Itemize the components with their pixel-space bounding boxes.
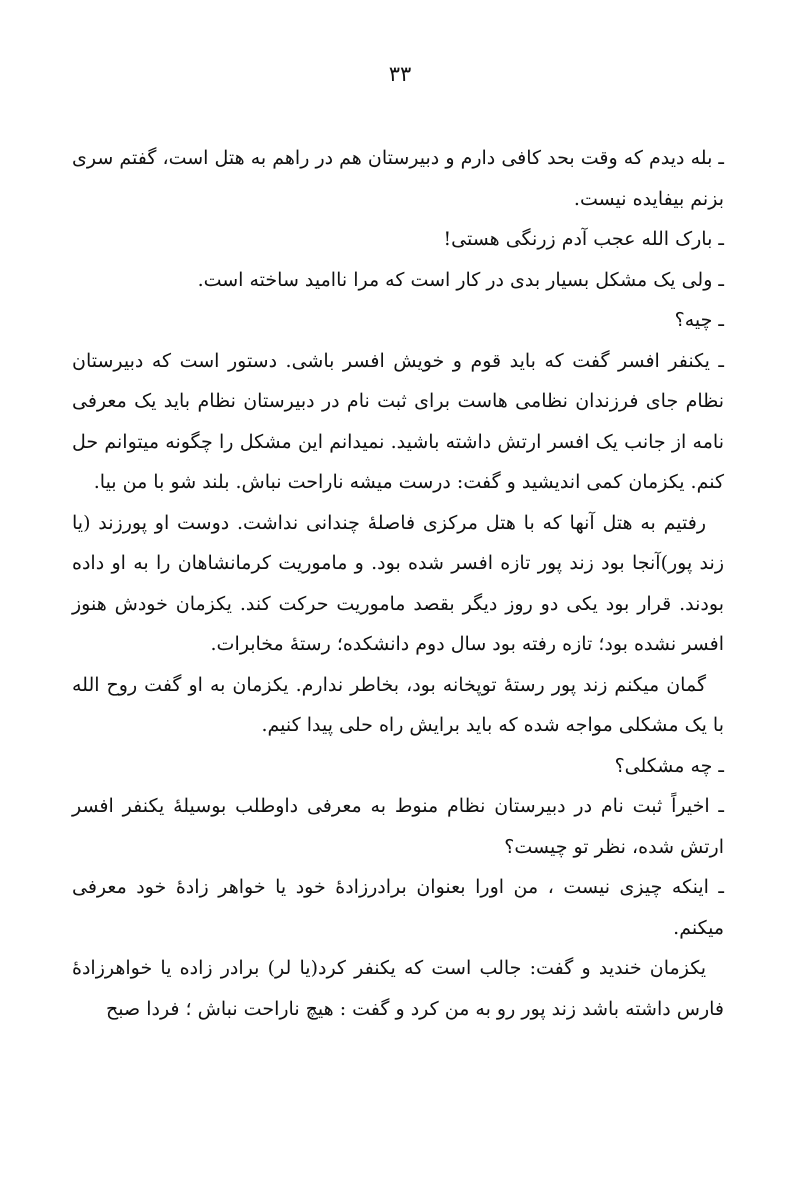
page-number: ۳۳	[388, 62, 412, 86]
dialogue-line: ـ یکنفر افسر گفت که باید قوم و خویش افسر باشی. دستور است که دبیرستان نظام جای فرزندان نظامی هاست برای ثبت نام در دبیرستان نظام باید یک معرفی نامه از جانب یک افسر ارتش داشته باشید. نمیدانم این مشکل را چگونه میتوانم حل کنم. یکزمان کمی اندیشید و گفت: درست میشه ناراحت نباش. بلند شو با من بیا.	[72, 349, 724, 493]
dialogue-line: ـ چیه؟	[674, 309, 724, 331]
dialogue-line: ـ اخیراً ثبت نام در دبیرستان نظام منوط به معرفی داوطلب بوسیلهٔ یکنفر افسر ارتش شده، نظر تو چیست؟	[72, 795, 724, 858]
narrative-paragraph: گمان میکنم زند پور رستهٔ توپخانه بود، بخاطر ندارم. یکزمان به او گفت روح الله با یک مشکلی مواجه شده که باید برایش راه حلی پیدا کنیم.	[72, 673, 724, 736]
page-body-text	[72, 138, 724, 1029]
dialogue-line: ـ چه مشکلی؟	[614, 754, 724, 777]
narrative-paragraph: یکزمان خندید و گفت: جالب است که یکنفر کرد(یا لر) برادر زاده یا خواهرزادهٔ فارس داشته باشد زند پور رو به من کرد و گفت : هیچ ناراحت نباش ؛ فردا صبح	[72, 957, 724, 1020]
dialogue-line: ـ بارک الله عجب آدم زرنگی هستی!	[443, 228, 724, 250]
dialogue-line: ـ بله دیدم که وقت بحد کافی دارم و دبیرستان هم در راهم به هتل است، گفتم سری بزنم بیفایده نیست.	[72, 147, 724, 210]
dialogue-line: ـ اینکه چیزی نیست ، من اورا بعنوان برادرزادهٔ خود یا خواهر زادهٔ خود معرفی میکنم.	[72, 876, 724, 939]
narrative-paragraph: رفتیم به هتل آنها که با هتل مرکزی فاصلهٔ چندانی نداشت. دوست او پورزند (یا زند پور)آنجا بود زند پور تازه افسر شده بود. و ماموریت کرمانشاهان را به او داده بودند. قرار بود یکی دو روز دیگر بقصد ماموریت حرکت کند. یکزمان خودش هنوز افسر نشده بود؛ تازه رفته بود سال دوم دانشکده؛ رستهٔ مخابرات.	[72, 511, 724, 655]
dialogue-line: ـ ولی یک مشکل بسیار بدی در کار است که مرا ناامید ساخته است.	[197, 268, 724, 291]
